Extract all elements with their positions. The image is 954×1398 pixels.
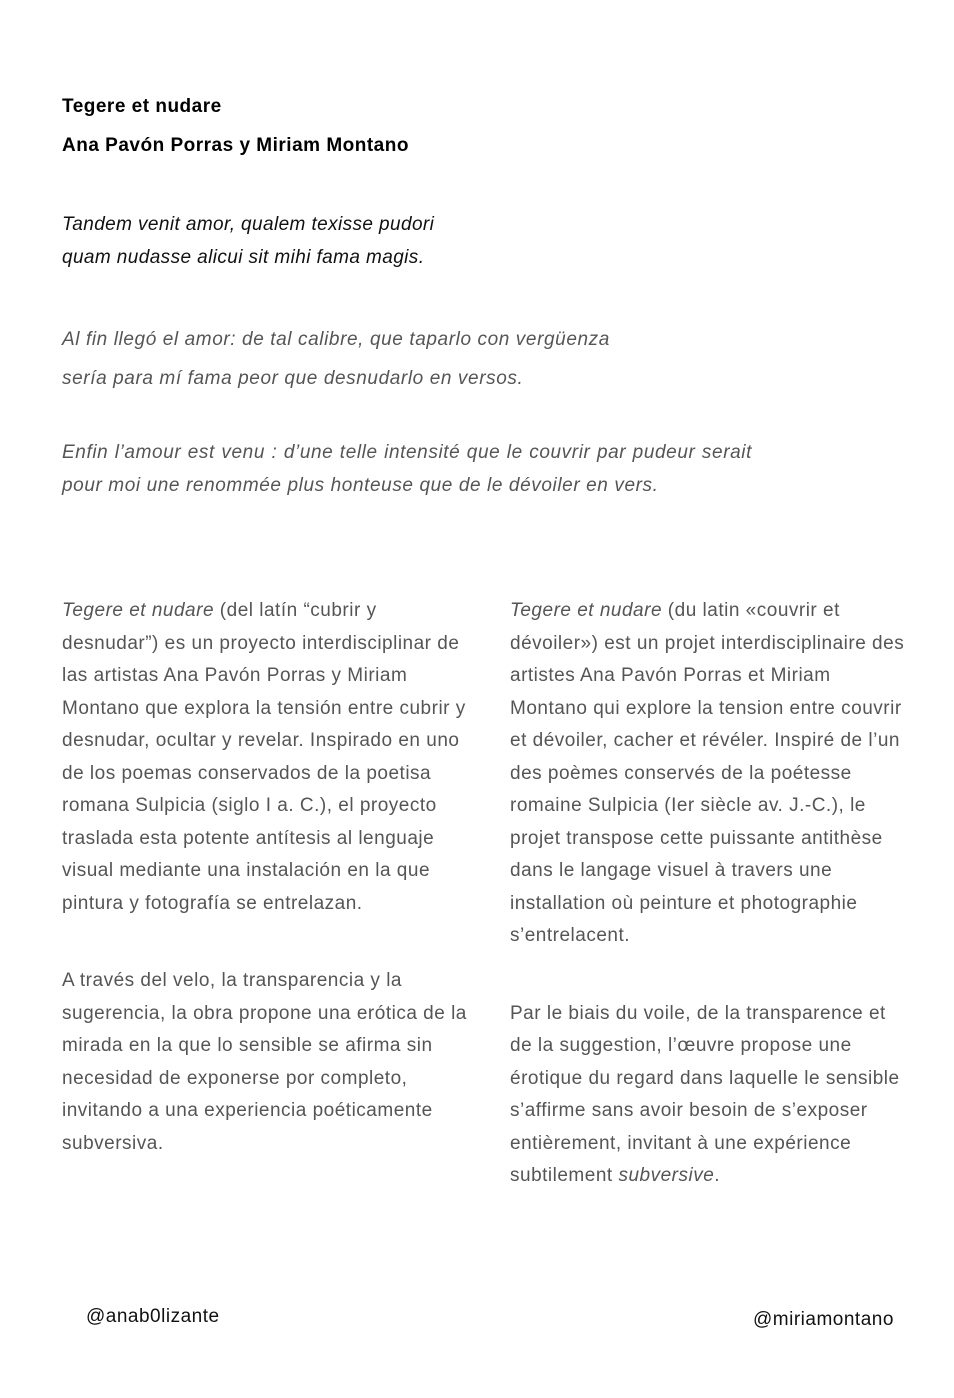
french-paragraph-2: [510, 998, 910, 1193]
spanish-paragraph-1-text: (del latín “cubrir y desnudar”) es un proyecto interdisciplinar de las artistas Ana Pavón Porras y Miriam Montano que explora la tensión entre cubrir y desnudar, ocultar y revelar. Inspirado en uno de los poemas conservados de la poetisa romana Sulpicia (siglo I a. C.), el proyecto traslada esta potente antítesis al lenguaje visual mediante una instalación en la que pintura y fotografía se entrelazan.: [62, 600, 466, 914]
instagram-handle-right: @miriamontano: [753, 1309, 894, 1330]
french-paragraph-2-text: Par le biais du voile, de la transparence et de la suggestion, l’œuvre propose une érotique du regard dans laquelle le sensible s’affirme sans avoir besoin de s’exposer entièrement, invitant à une expérience subtilement: [510, 1002, 900, 1186]
spanish-project-title: Tegere et nudare: [62, 600, 215, 621]
french-description-column: [510, 595, 910, 1193]
instagram-handle-left: @anab0lizante: [86, 1306, 220, 1327]
french-paragraph-1-text: (du latin «couvrir et dévoiler») est un projet interdisciplinaire des artistes Ana Pavón Porras et Miriam Montano qui explore la tension entre couvrir et dévoiler, cacher et révéler. Inspiré de l’un des poèmes conservés de la poétesse romaine Sulpicia (Ier siècle av. J.-C.), le projet transpose cette puissante antithèse dans le langage visuel à travers une installation où peinture et photographie s’entrelacent.: [510, 600, 905, 946]
french-subversive-word: subversive: [618, 1165, 715, 1186]
spanish-paragraph-2: A través del velo, la transparencia y la sugerencia, la obra propone una erótica de la mirada en la que lo sensible se afirma sin necesidad de exponerse por completo, invitando a una experiencia poéticamente subversiva.: [62, 970, 467, 1154]
french-paragraph-1: [510, 595, 910, 953]
latin-verse-line-2: quam nudasse alicui sit mihi fama magis.: [62, 247, 425, 268]
authors-line: Ana Pavón Porras y Miriam Montano: [62, 135, 409, 156]
french-translation: Enfin l’amour est venu : d’une telle intensité que le couvrir par pudeur serait pour moi une renommée plus honteuse que de le dévoiler en vers.: [62, 442, 752, 496]
spanish-translation-line-1: Al fin llegó el amor: de tal calibre, que taparlo con vergüenza: [62, 329, 610, 350]
document-title: Tegere et nudare: [62, 96, 222, 117]
spanish-description-column: [62, 595, 472, 1160]
spanish-translation: [62, 320, 610, 398]
latin-verse-line-1: Tandem venit amor, qualem texisse pudori: [62, 214, 435, 235]
spanish-translation-line-2: sería para mí fama peor que desnudarlo en versos.: [62, 368, 524, 389]
french-project-title: Tegere et nudare: [510, 600, 663, 621]
latin-verse: [62, 208, 434, 274]
french-paragraph-2-end: .: [714, 1165, 721, 1186]
spanish-paragraph-1: [62, 595, 472, 920]
